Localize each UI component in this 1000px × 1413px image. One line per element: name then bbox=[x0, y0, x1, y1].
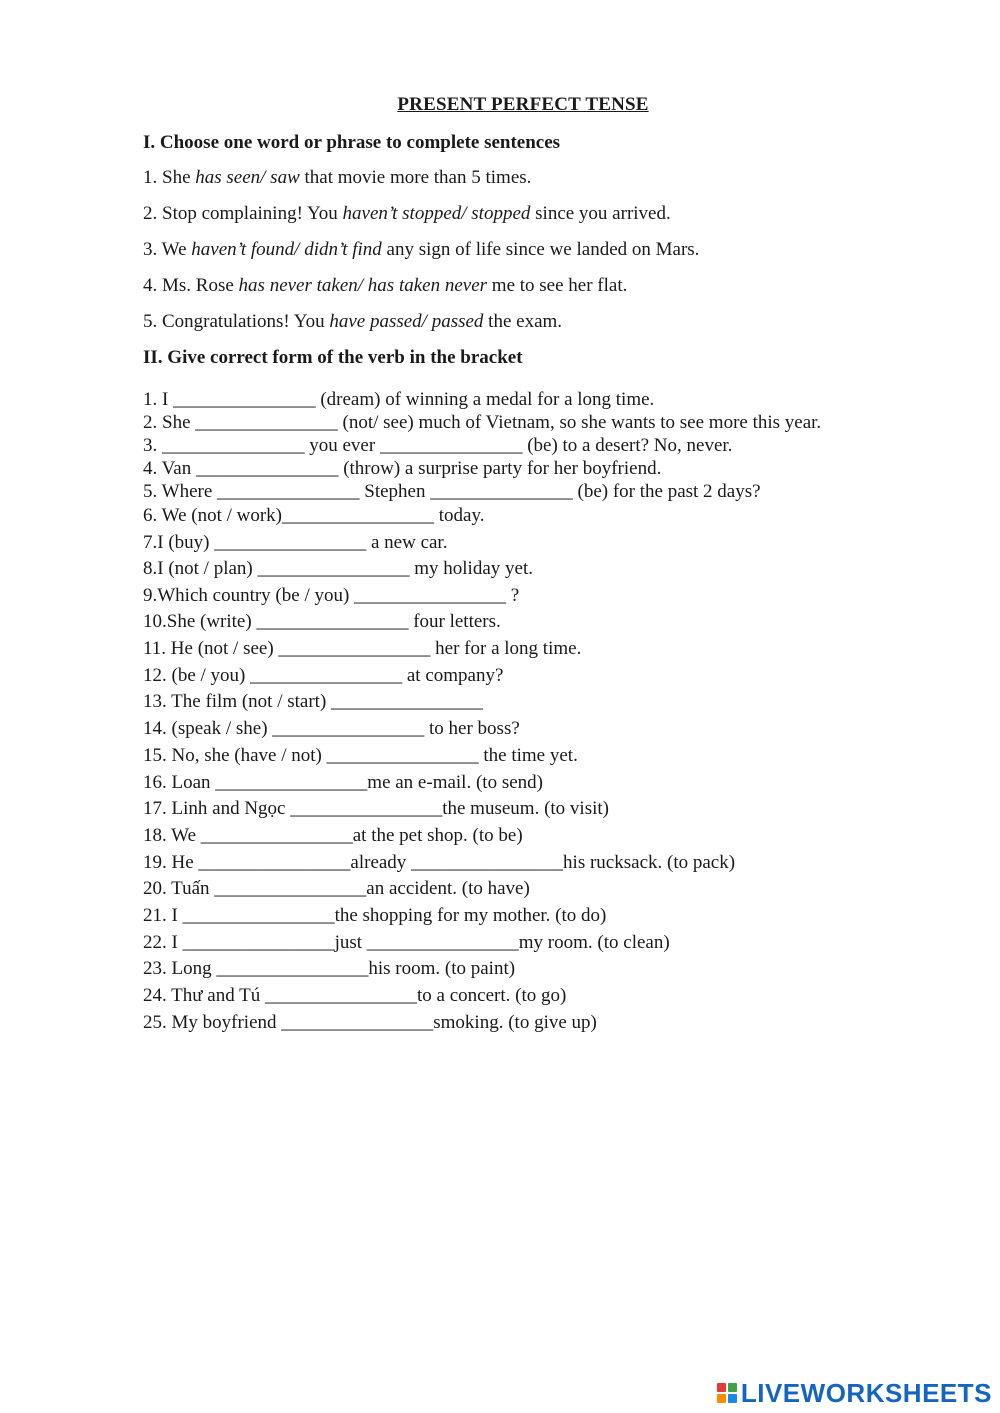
page-title: PRESENT PERFECT TENSE bbox=[397, 94, 649, 115]
section-1-heading: I. Choose one word or phrase to complete sentences bbox=[143, 132, 561, 153]
verb-question-3[interactable]: 3. _______________ you ever _______________ (be) to a desert? No, never. bbox=[143, 435, 733, 456]
choice-options[interactable]: haven’t found/ didn’t find bbox=[191, 239, 382, 260]
verb-question-11[interactable]: 11. He (not / see) ________________ her for a long time. bbox=[143, 638, 582, 659]
choice-options[interactable]: have passed/ passed bbox=[329, 311, 484, 332]
verb-question-24[interactable]: 24. Thư and Tú ________________to a concert. (to go) bbox=[143, 985, 567, 1006]
choice-item: 3. We haven’t found/ didn’t find any sign of life since we landed on Mars. bbox=[143, 239, 700, 260]
logo-square-blue bbox=[728, 1394, 737, 1403]
verb-question-14[interactable]: 14. (speak / she) ________________ to her boss? bbox=[143, 718, 520, 739]
verb-question-20[interactable]: 20. Tuấn ________________an accident. (to have) bbox=[143, 878, 530, 899]
verb-question-5[interactable]: 5. Where _______________ Stephen _______________ (be) for the past 2 days? bbox=[143, 481, 761, 502]
choice-options[interactable]: has seen/ saw bbox=[195, 167, 300, 188]
verb-question-18[interactable]: 18. We ________________at the pet shop. (to be) bbox=[143, 825, 523, 846]
choice-options[interactable]: has never taken/ has taken never bbox=[238, 275, 488, 296]
verb-question-7[interactable]: 7.I (buy) ________________ a new car. bbox=[143, 532, 448, 553]
verb-question-4[interactable]: 4. Van _______________ (throw) a surprise party for her boyfriend. bbox=[143, 458, 662, 479]
verb-question-2[interactable]: 2. She _______________ (not/ see) much of Vietnam, so she wants to see more this year. bbox=[143, 412, 822, 433]
verb-question-16[interactable]: 16. Loan ________________me an e-mail. (to send) bbox=[143, 772, 543, 793]
choice-item: 1. She has seen/ saw that movie more than 5 times. bbox=[143, 167, 532, 188]
verb-question-25[interactable]: 25. My boyfriend ________________smoking. (to give up) bbox=[143, 1012, 597, 1033]
logo-square-red bbox=[717, 1383, 726, 1392]
choice-options[interactable]: haven’t stopped/ stopped bbox=[342, 203, 531, 224]
verb-question-15[interactable]: 15. No, she (have / not) ________________ the time yet. bbox=[143, 745, 578, 766]
verb-question-12[interactable]: 12. (be / you) ________________ at company? bbox=[143, 665, 504, 686]
logo-square-orange bbox=[717, 1394, 726, 1403]
verb-question-10[interactable]: 10.She (write) ________________ four letters. bbox=[143, 611, 501, 632]
verb-question-23[interactable]: 23. Long ________________his room. (to paint) bbox=[143, 958, 516, 979]
verb-question-17[interactable]: 17. Linh and Ngọc ________________the museum. (to visit) bbox=[143, 798, 609, 819]
logo-square-green bbox=[728, 1383, 737, 1392]
verb-question-21[interactable]: 21. I ________________the shopping for my mother. (to do) bbox=[143, 905, 607, 926]
verb-question-6[interactable]: 6. We (not / work)________________ today. bbox=[143, 505, 485, 526]
choice-item: 4. Ms. Rose has never taken/ has taken never me to see her flat. bbox=[143, 275, 628, 296]
choice-item: 2. Stop complaining! You haven’t stopped/ stopped since you arrived. bbox=[143, 203, 671, 224]
verb-question-8[interactable]: 8.I (not / plan) ________________ my holiday yet. bbox=[143, 558, 533, 579]
verb-question-1[interactable]: 1. I _______________ (dream) of winning a medal for a long time. bbox=[143, 389, 655, 410]
choice-item: 5. Congratulations! You have passed/ passed the exam. bbox=[143, 311, 563, 332]
verb-question-22[interactable]: 22. I ________________just ________________my room. (to clean) bbox=[143, 932, 670, 953]
verb-question-9[interactable]: 9.Which country (be / you) ________________ ? bbox=[143, 585, 520, 606]
logo-text: LIVEWORKSHEETS bbox=[740, 1377, 992, 1408]
liveworksheets-logo-icon bbox=[717, 1383, 737, 1403]
verb-question-19[interactable]: 19. He ________________already ________________his rucksack. (to pack) bbox=[143, 852, 736, 873]
verb-question-13[interactable]: 13. The film (not / start) ________________ bbox=[143, 691, 484, 712]
liveworksheets-logo[interactable] bbox=[717, 1378, 992, 1408]
section-2-heading: II. Give correct form of the verb in the bracket bbox=[143, 347, 523, 368]
